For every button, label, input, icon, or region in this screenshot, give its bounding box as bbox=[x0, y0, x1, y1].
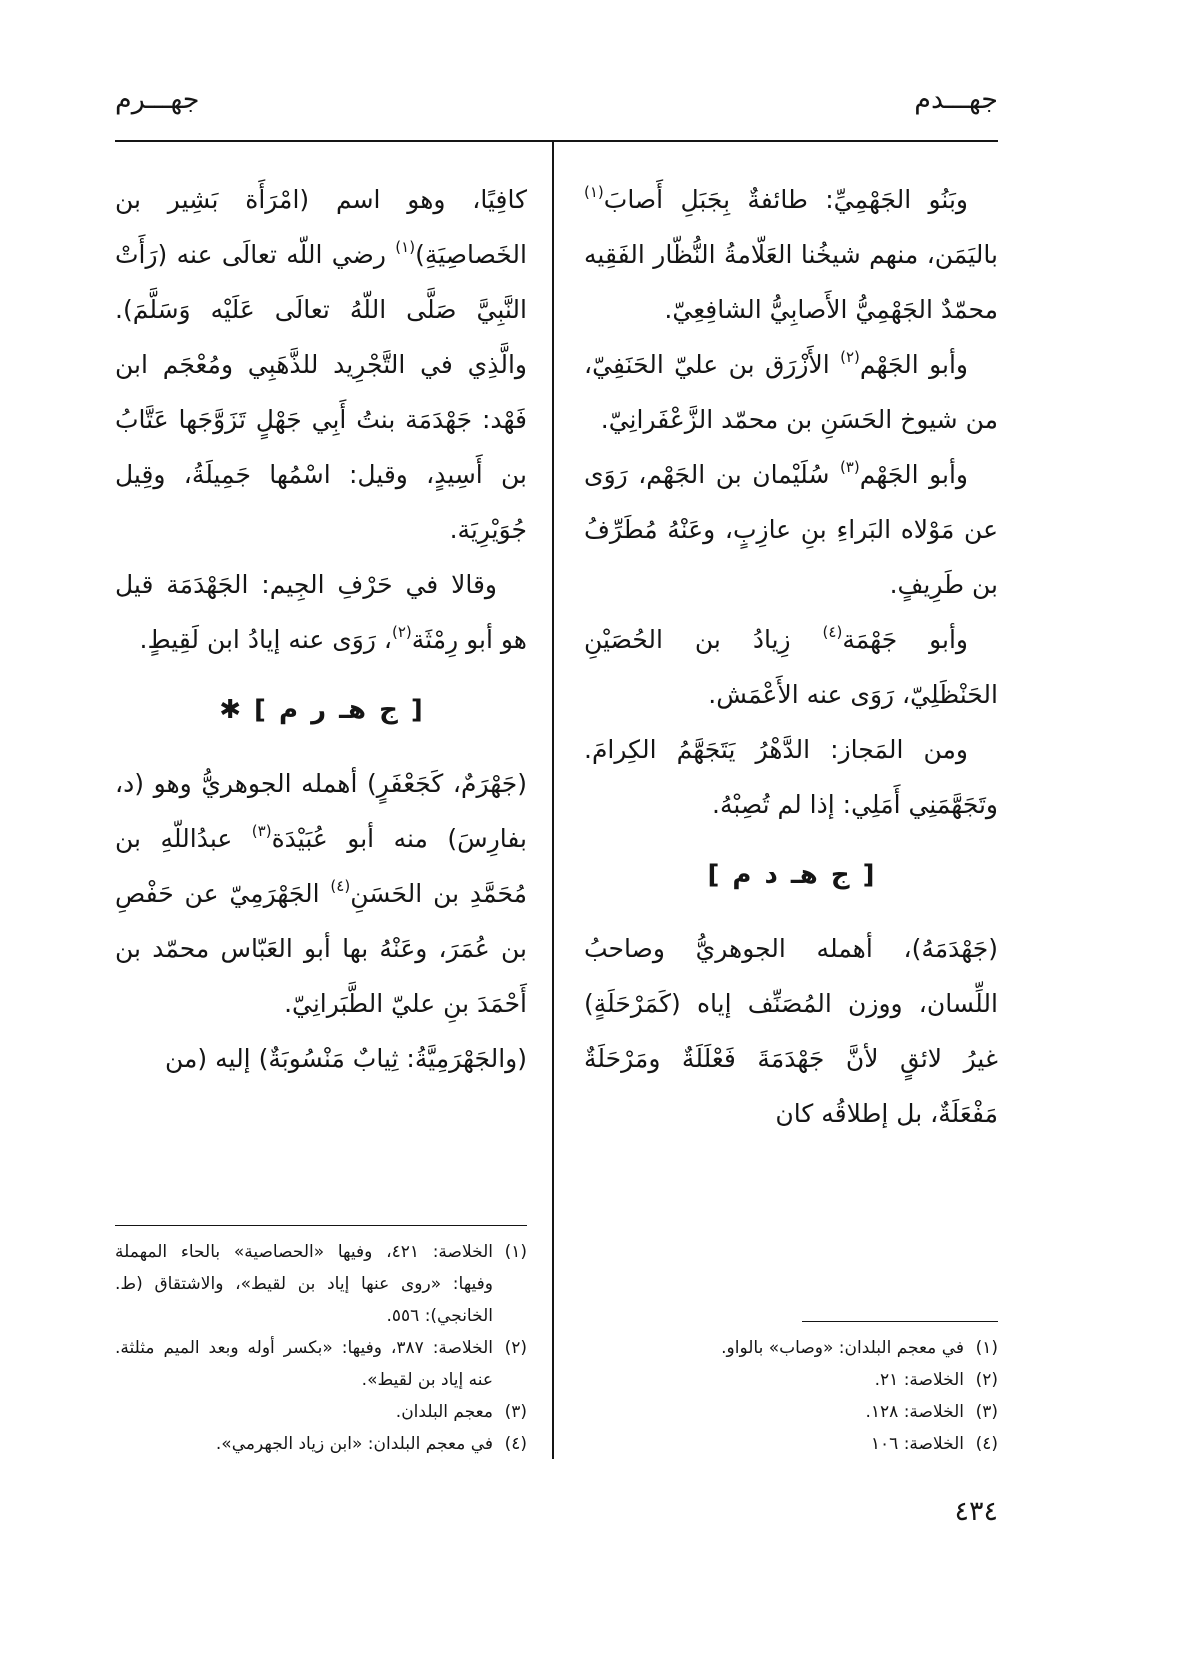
footnote-number: (٤) bbox=[504, 1434, 527, 1454]
footnote-ref: (٤) bbox=[330, 876, 351, 895]
text-run: باليَمَن، منهم شيخُنا العَلّامةُ النُّظّار الفَقِيه محمّدٌ الجَهْمِيُّ الأَصابِيُّ الشافِعِيّ. bbox=[584, 240, 998, 324]
paragraph bbox=[115, 756, 527, 1031]
entry-heading: [ ج هـ ر م ] ✱ bbox=[219, 695, 423, 725]
footnote bbox=[115, 1428, 527, 1460]
text-run: (جَهْرَمٌ، كَجَعْفَرٍ) أهمله الجوهريُّ وهو (د، بفارِسَ) منه أبو عُبَيْدَة bbox=[115, 769, 527, 853]
right-column-footnotes bbox=[584, 1321, 998, 1460]
paragraph bbox=[115, 557, 527, 667]
footnote-ref: (١) bbox=[584, 182, 604, 201]
text-run: كافِيًا، وهو اسم (امْرَأَة بَشِير بن الخَصاصِيَةِ) bbox=[115, 185, 527, 269]
text-run: زِيادُ بن الحُصَيْنِ الحَنْظَلِيّ، رَوَى عنه الأَعْمَش. bbox=[584, 625, 998, 709]
footnote bbox=[115, 1332, 527, 1396]
footnote-text: معجم البلدان. bbox=[395, 1402, 493, 1422]
text-run: عبدُاللّهِ بن مُحَمَّدِ بن الحَسَنِ bbox=[115, 824, 527, 908]
footnote-rule bbox=[115, 1225, 527, 1226]
footnote-number: (١) bbox=[975, 1338, 998, 1358]
footnote bbox=[115, 1236, 527, 1332]
footnote-ref: (٤) bbox=[822, 622, 843, 641]
column-divider bbox=[552, 141, 554, 1459]
paragraph bbox=[584, 921, 998, 1141]
footnote-number: (٤) bbox=[975, 1434, 998, 1454]
footnote-text: في معجم البلدان: «ابن زياد الجهرمي». bbox=[215, 1434, 493, 1454]
right-column-text bbox=[584, 172, 998, 1141]
footnote-text: الخلاصة: ١٢٨. bbox=[865, 1402, 964, 1422]
footnote-text: الخلاصة: ٢١. bbox=[874, 1370, 964, 1390]
footnote bbox=[584, 1396, 998, 1428]
text-run: الأَزْرَق بن عليّ الحَنَفِيّ، من شيوخ الحَسَنِ بن محمّد الزَّعْفَرانِيّ. bbox=[584, 350, 998, 434]
footnote-number: (١) bbox=[504, 1242, 527, 1262]
running-head-right: جهـــدم bbox=[914, 84, 998, 115]
text-run: (جَهْدَمَهُ)، أهمله الجوهريُّ وصاحبُ اللِّسان، ووزن المُصَنِّف إياه (كَمَرْحَلَةٍ) غيرُ لائقٍ لأنَّ جَهْدَمَةَ فَعْلَلَةٌ ومَرْحَلَةٌ مَفْعَلَةٌ، بل إطلاقُه كان bbox=[584, 934, 998, 1128]
footnote-ref: (٢) bbox=[840, 347, 860, 366]
text-run: وأبو جَهْمَة bbox=[842, 625, 968, 654]
footnote-number: (٢) bbox=[975, 1370, 998, 1390]
text-run: وقالا في حَرْفِ الجِيم: الجَهْدَمَة قيل هو أبو رِمْثَة bbox=[115, 570, 527, 654]
paragraph bbox=[584, 172, 998, 337]
paragraph bbox=[584, 337, 998, 447]
footnote-number: (٢) bbox=[504, 1338, 527, 1358]
paragraph bbox=[584, 612, 998, 722]
footnote-number: (٣) bbox=[975, 1402, 998, 1422]
footnote-text: الخلاصة: ١٠٦ bbox=[870, 1434, 964, 1454]
footnote-ref: (١) bbox=[395, 237, 416, 256]
text-run: سُلَيْمان بن الجَهْم، رَوَى عن مَوْلاه البَراءِ بنِ عازِبٍ، وعَنْهُ مُطَرِّفُ بن طَرِيفٍ. bbox=[584, 460, 998, 599]
footnote-number: (٣) bbox=[504, 1402, 527, 1422]
right-column bbox=[584, 172, 998, 1460]
text-run: (والجَهْرَمِيَّةُ: ثِيابٌ مَنْسُوبَةٌ) إليه (من bbox=[165, 1044, 527, 1073]
footnote-rule bbox=[802, 1321, 998, 1322]
footnote bbox=[115, 1396, 527, 1428]
footnote bbox=[584, 1364, 998, 1396]
footnote-text: في معجم البلدان: «وصاب» بالواو. bbox=[721, 1338, 964, 1358]
footnote-ref: (٢) bbox=[391, 622, 412, 641]
text-run: وأبو الجَهْم bbox=[859, 350, 968, 379]
paragraph bbox=[115, 1031, 527, 1086]
paragraph bbox=[115, 172, 527, 557]
text-run: رضي اللّه تعالَى عنه (رَأَتْ النَّبِيَّ صَلَّى اللّهُ تعالَى عَلَيْه وَسَلَّمَ). والَّذِي في التَّجْرِيد للذَّهَبِي ومُعْجَم ابن فَهْد: جَهْدَمَة بنتُ أَبِي جَهْلٍ تَزَوَّجَها عَتَّابُ بن أَسِيدٍ، وقيل: اسْمُها جَمِيلَةُ، وقِيل جُوَيْرِيَة. bbox=[115, 240, 527, 544]
paragraph bbox=[584, 722, 998, 832]
footnote-ref: (٣) bbox=[251, 821, 272, 840]
text-run: وأبو الجَهْم bbox=[859, 460, 968, 489]
text-run: وبَنُو الجَهْمِيِّ: طائفةٌ بِجَبَلِ أَصابَ bbox=[603, 185, 968, 214]
text-run: الجَهْرَمِيّ عن حَفْصِ بن عُمَرَ، وعَنْهُ بها أبو العَبّاس محمّد بن أَحْمَدَ بنِ عليّ الطَّبَرانِيّ. bbox=[115, 879, 527, 1018]
left-column bbox=[115, 172, 527, 1460]
text-run: ، رَوَى عنه إيادُ ابن لَقِيطٍ. bbox=[139, 625, 392, 654]
running-head-left: جهـــرم bbox=[115, 84, 200, 115]
footnote bbox=[584, 1428, 998, 1460]
footnote-ref: (٣) bbox=[839, 457, 860, 476]
left-column-footnotes bbox=[115, 1225, 527, 1460]
header-rule bbox=[115, 140, 998, 142]
footnote bbox=[584, 1332, 998, 1364]
paragraph bbox=[584, 447, 998, 612]
footnote-text: الخلاصة: ٤٢١، وفيها «الحصاصية» بالحاء المهملة وفيها: «روى عنها إياد بن لقيط»، والاشتقاق (ط. الخانجي): ٥٥٦. bbox=[115, 1242, 493, 1326]
left-column-text bbox=[115, 172, 527, 1086]
entry-heading: [ ج هـ د م ] bbox=[707, 860, 875, 890]
text-run: ومن المَجاز: الدَّهْرُ يَتَجَهَّمُ الكِرامَ. وتَجَهَّمَنِي أَمَلِي: إذا لم تُصِبْهُ. bbox=[584, 735, 998, 819]
footnote-text: الخلاصة: ٣٨٧، وفيها: «بكسر أوله وبعد الميم مثلثة. عنه إياد بن لقيط». bbox=[115, 1338, 493, 1390]
page-number: ٤٣٤ bbox=[954, 1496, 998, 1527]
